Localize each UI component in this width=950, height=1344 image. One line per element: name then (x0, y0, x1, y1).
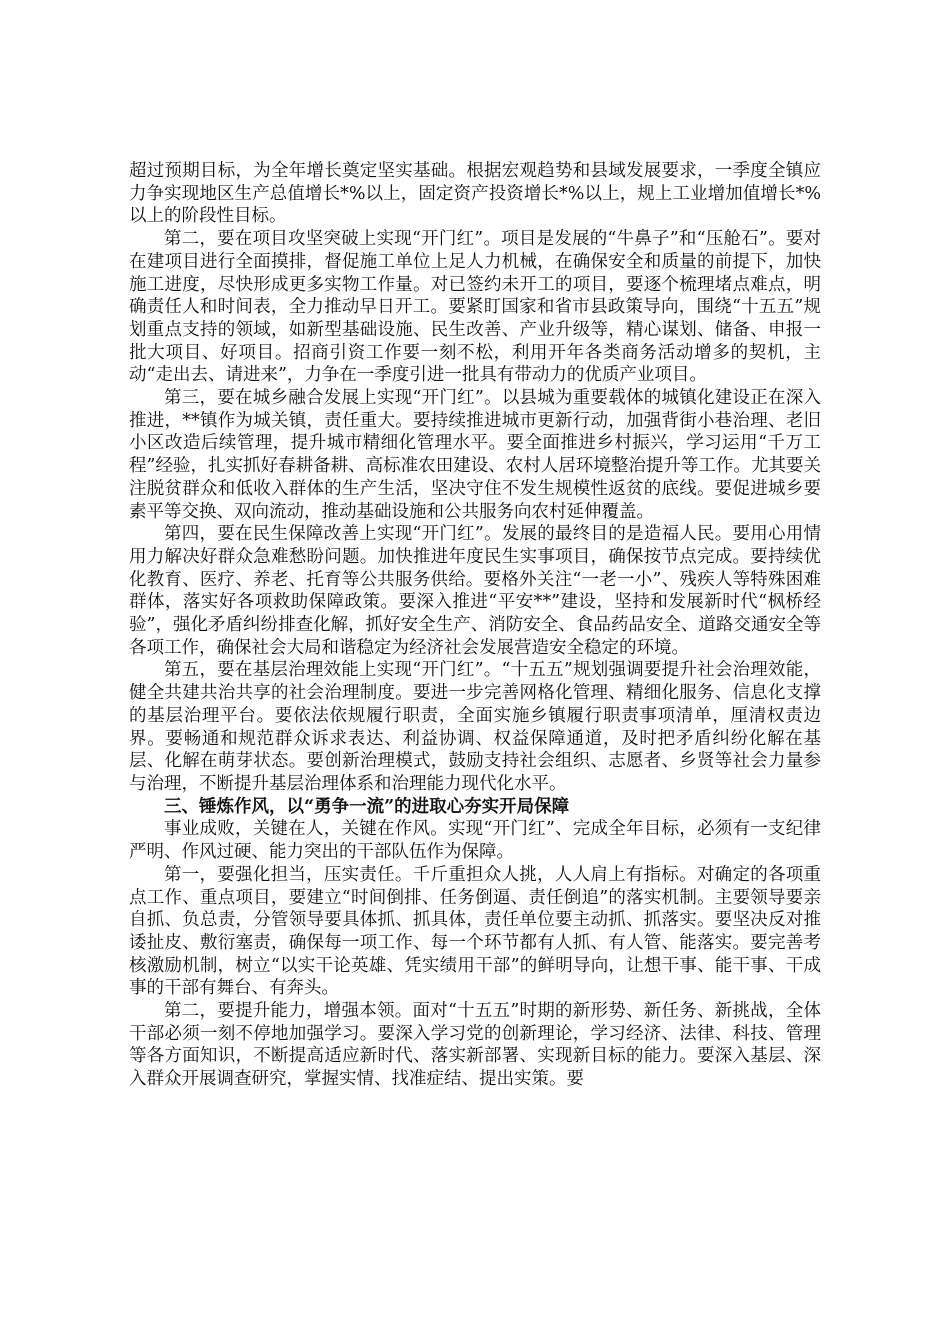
paragraph-fourth-livelihood: 第四，要在民生保障改善上实现“开门红”。发展的最终目的是造福人民。要用心用情用力解决好群众急难愁盼问题。加快推进年度民生实事项目，确保按节点完成。要持续优化教育、医疗、养老、托育等公共服务供给。要格外关注“一老一小”、残疾人等特殊困难群体，落实好各项救助保障政策。要深入推进“平安**”建设，坚持和发展新时代“枫桥经验”，强化矛盾纠纷排查化解，抓好安全生产、消防安全、食品药品安全、道路交通安全等各项工作，确保社会大局和谐稳定为经济社会发展营造安全稳定的环境。 (129, 524, 821, 658)
paragraph-fifth-governance: 第五，要在基层治理效能上实现“开门红”。“十五五”规划强调要提升社会治理效能，健全共建共治共享的社会治理制度。要进一步完善网格化管理、精细化服务、信息化支撑的基层治理平台。要依法依规履行职责，全面实施乡镇履行职责事项清单，厘清权责边界。要畅通和规范群众诉求表达、利益协调、权益保障通道，及时把矛盾纠纷化解在基层、化解在萌芽状态。要创新治理模式，鼓励支持社会组织、志愿者、乡贤等社会力量参与治理，不断提升基层治理体系和治理能力现代化水平。 (129, 660, 821, 794)
paragraph-first-responsibility: 第一，要强化担当，压实责任。千斤重担众人挑，人人肩上有指标。对确定的各项重点工作、重点项目，要建立“时间倒排、任务倒逼、责任倒追”的落实机制。主要领导要亲自抓、负总责，分管领导要具体抓、抓具体，责任单位要主动抓、抓落实。要坚决反对推诿扯皮、敷衍塞责，确保每一项工作、每一个环节都有人抓、有人管、能落实。要完善考核激励机制，树立“以实干论英雄、凭实绩用干部”的鲜明导向，让想干事、能干事、干成事的干部有舞台、有奔头。 (129, 864, 821, 999)
document-body (129, 160, 821, 1091)
paragraph-second-projects: 第二，要在项目攻坚突破上实现“开门红”。项目是发展的“牛鼻子”和“压舱石”。要对在建项目进行全面摸排，督促施工单位上足人力机械，在确保安全和质量的前提下，加快施工进度，尽快形成更多实物工作量。对已签约未开工的项目，要逐个梳理堵点难点，明确责任人和时间表，全力推动早日开工。要紧盯国家和省市县政策导向，围绕“十五五”规划重点支持的领域，如新型基础设施、民生改善、产业升级等，精心谋划、储备、申报一批大项目、好项目。招商引资工作要一刻不松，利用开年各类商务活动增多的契机，主动“走出去、请进来”，力争在一季度引进一批具有带动力的优质产业项目。 (129, 229, 821, 386)
paragraph-continuation: 超过预期目标，为全年增长奠定坚实基础。根据宏观趋势和县域发展要求，一季度全镇应力争实现地区生产总值增长*%以上，固定资产投资增长*%以上，规上工业增加值增长*%以上的阶段性目标。 (129, 161, 821, 227)
section-heading-three: 三、锤炼作风，以“勇争一流”的进取心夯实开局保障 (164, 796, 570, 817)
paragraph-section-intro: 事业成败，关键在人，关键在作风。实现“开门红”、完成全年目标，必须有一支纪律严明、作风过硬、能力突出的干部队伍作为保障。 (129, 819, 821, 863)
paragraph-second-capability: 第二，要提升能力，增强本领。面对“十五五”时期的新形势、新任务、新挑战，全体干部必须一刻不停地加强学习。要深入学习党的创新理论，学习经济、法律、科技、管理等各方面知识，不断提高适应新时代、落实新部署、实现新目标的能力。要深入基层、深入群众开展调查研究，掌握实情、找准症结、提出实策。要 (129, 1001, 821, 1090)
paragraph-third-urban-rural: 第三，要在城乡融合发展上实现“开门红”。以县城为重要载体的城镇化建设正在深入推进，**镇作为城关镇，责任重大。要持续推进城市更新行动，加强背街小巷治理、老旧小区改造后续管理，提升城市精细化管理水平。要全面推进乡村振兴，学习运用“千万工程”经验，扎实抓好春耕备耕、高标准农田建设、农村人居环境整治提升等工作。尤其要关注脱贫群众和低收入群体的生产生活，坚决守住不发生规模性返贫的底线。要促进城乡要素平等交换、双向流动，推动基础设施和公共服务向农村延伸覆盖。 (129, 388, 821, 522)
